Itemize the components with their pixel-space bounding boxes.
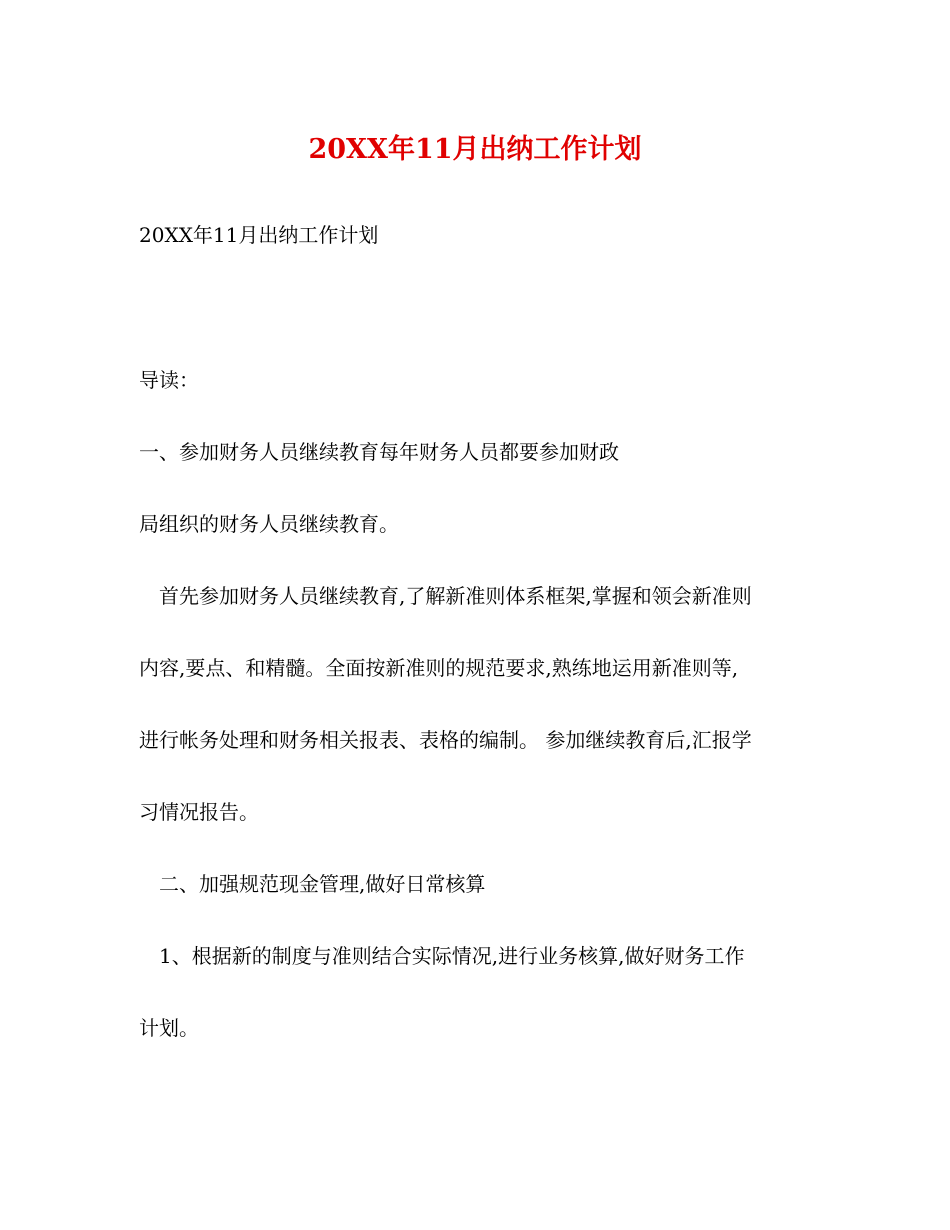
- paragraph-line: 一、参加财务人员继续教育每年财务人员都要参加财政: [139, 440, 619, 464]
- paragraph-line: 1、根据新的制度与准则结合实际情况,进行业务核算,做好财务工作: [139, 944, 745, 968]
- section-heading: 二、加强规范现金管理,做好日常核算: [139, 872, 486, 896]
- intro-label: 导读：: [139, 368, 199, 392]
- subtitle-line: 20XX年11月出纳工作计划: [139, 223, 379, 247]
- document-title: 20XX年11月出纳工作计划: [308, 134, 642, 165]
- paragraph-line: 计划。: [139, 1016, 199, 1040]
- paragraph-line: 首先参加财务人员继续教育,了解新准则体系框架,掌握和领会新准则: [139, 584, 752, 608]
- paragraph-line: 进行帐务处理和财务相关报表、表格的编制。 参加继续教育后,汇报学: [139, 728, 752, 752]
- paragraph-line: 局组织的财务人员继续教育。: [139, 512, 399, 536]
- paragraph-line: 内容,要点、和精髓。全面按新准则的规范要求,熟练地运用新准则等,: [139, 656, 739, 680]
- paragraph-line: 习情况报告。: [139, 800, 259, 824]
